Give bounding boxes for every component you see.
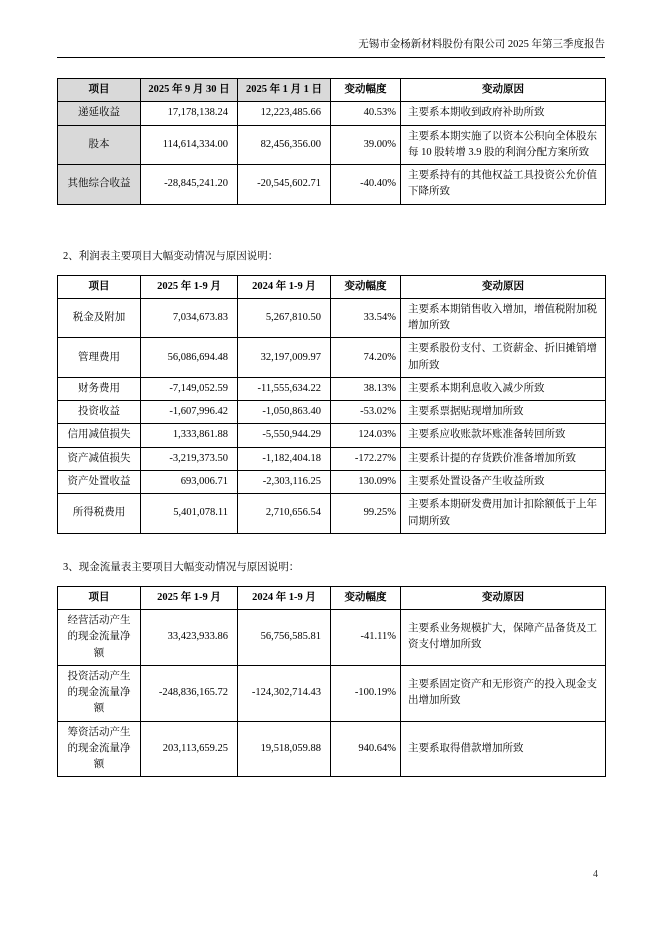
page-number: 4 [593, 869, 598, 880]
cell-value-prior: -1,050,863.40 [238, 401, 331, 424]
cell-change-pct: 99.25% [331, 494, 401, 534]
cell-value-prior: 56,756,585.81 [238, 610, 331, 666]
cell-value-prior: -11,555,634.22 [238, 377, 331, 400]
table-row [58, 401, 606, 424]
cell-item: 财务费用 [58, 377, 141, 400]
cell-change-pct: 33.54% [331, 298, 401, 338]
cell-value-prior: 32,197,009.97 [238, 338, 331, 378]
col-header-change-pct: 变动幅度 [331, 79, 401, 102]
col-header-item: 项目 [58, 79, 141, 102]
cell-change-reason: 主要系票据贴现增加所致 [401, 401, 606, 424]
table-row [58, 494, 606, 534]
cell-change-pct: 38.13% [331, 377, 401, 400]
table-row [58, 298, 606, 338]
table-header-row [58, 275, 606, 298]
cell-value-current: -3,219,373.50 [141, 447, 238, 470]
cell-item: 投资收益 [58, 401, 141, 424]
cell-item: 筹资活动产生的现金流量净额 [58, 721, 141, 777]
col-header-item: 项目 [58, 275, 141, 298]
cell-value-current: -28,845,241.20 [141, 165, 238, 205]
cell-change-reason: 主要系股份支付、工资薪金、折旧摊销增加所致 [401, 338, 606, 378]
col-header-item: 项目 [58, 586, 141, 609]
cell-change-pct: 40.53% [331, 102, 401, 125]
cell-change-reason: 主要系业务规模扩大，保障产品备货及工资支付增加所致 [401, 610, 606, 666]
table-row [58, 665, 606, 721]
cell-value-current: 1,333,861.88 [141, 424, 238, 447]
cell-value-prior: -5,550,944.29 [238, 424, 331, 447]
cell-item: 经营活动产生的现金流量净额 [58, 610, 141, 666]
cell-item: 资产减值损失 [58, 447, 141, 470]
cell-item: 信用减值损失 [58, 424, 141, 447]
cell-change-pct: 940.64% [331, 721, 401, 777]
cell-item: 资产处置收益 [58, 470, 141, 493]
col-header-period1: 2025 年 1-9 月 [141, 586, 238, 609]
table-row [58, 102, 606, 125]
cell-change-reason: 主要系应收账款坏账准备转回所致 [401, 424, 606, 447]
col-header-change-reason: 变动原因 [401, 586, 606, 609]
cell-change-reason: 主要系本期实施了以资本公积向全体股东每 10 股转增 3.9 股的利润分配方案所致 [401, 125, 606, 165]
table-row [58, 377, 606, 400]
cell-change-pct: -172.27% [331, 447, 401, 470]
cell-change-reason: 主要系本期收到政府补助所致 [401, 102, 606, 125]
col-header-change-pct: 变动幅度 [331, 586, 401, 609]
cell-value-current: -7,149,052.59 [141, 377, 238, 400]
cell-change-pct: 39.00% [331, 125, 401, 165]
cell-change-reason: 主要系本期研发费用加计扣除额低于上年同期所致 [401, 494, 606, 534]
col-header-change-pct: 变动幅度 [331, 275, 401, 298]
col-header-period2: 2024 年 1-9 月 [238, 586, 331, 609]
cell-value-current: 203,113,659.25 [141, 721, 238, 777]
cell-value-prior: 2,710,656.54 [238, 494, 331, 534]
balance-sheet-change-table [57, 78, 606, 205]
table-row [58, 447, 606, 470]
cell-value-current: 114,614,334.00 [141, 125, 238, 165]
cell-item: 所得税费用 [58, 494, 141, 534]
cell-change-pct: 130.09% [331, 470, 401, 493]
col-header-change-reason: 变动原因 [401, 79, 606, 102]
col-header-date1: 2025 年 9 月 30 日 [141, 79, 238, 102]
cell-value-prior: 5,267,810.50 [238, 298, 331, 338]
cell-change-reason: 主要系取得借款增加所致 [401, 721, 606, 777]
cell-change-reason: 主要系本期销售收入增加，增值税附加税增加所致 [401, 298, 606, 338]
cell-item: 投资活动产生的现金流量净额 [58, 665, 141, 721]
cell-value-current: 33,423,933.86 [141, 610, 238, 666]
cell-change-reason: 主要系本期利息收入减少所致 [401, 377, 606, 400]
cell-change-reason: 主要系固定资产和无形资产的投入现金支出增加所致 [401, 665, 606, 721]
cell-change-pct: 124.03% [331, 424, 401, 447]
cell-change-pct: -53.02% [331, 401, 401, 424]
table-row [58, 125, 606, 165]
cell-value-current: -248,836,165.72 [141, 665, 238, 721]
table-row [58, 721, 606, 777]
col-header-period1: 2025 年 1-9 月 [141, 275, 238, 298]
cell-value-prior: 82,456,356.00 [238, 125, 331, 165]
income-statement-change-table [57, 275, 606, 534]
cell-change-reason: 主要系计提的存货跌价准备增加所致 [401, 447, 606, 470]
table-row [58, 470, 606, 493]
profit-section-heading: 2、利润表主要项目大幅变动情况与原因说明： [63, 250, 279, 262]
cell-item: 管理费用 [58, 338, 141, 378]
cell-item: 股本 [58, 125, 141, 165]
cell-value-prior: -124,302,714.43 [238, 665, 331, 721]
cell-value-current: 5,401,078.11 [141, 494, 238, 534]
col-header-change-reason: 变动原因 [401, 275, 606, 298]
cell-value-current: 7,034,673.83 [141, 298, 238, 338]
table-row [58, 424, 606, 447]
cell-item: 税金及附加 [58, 298, 141, 338]
cell-change-pct: 74.20% [331, 338, 401, 378]
col-header-period2: 2024 年 1-9 月 [238, 275, 331, 298]
cell-change-pct: -41.11% [331, 610, 401, 666]
cell-value-prior: 19,518,059.88 [238, 721, 331, 777]
cell-value-prior: -20,545,602.71 [238, 165, 331, 205]
cell-change-pct: -40.40% [331, 165, 401, 205]
table-header-row [58, 586, 606, 609]
cell-change-reason: 主要系处置设备产生收益所致 [401, 470, 606, 493]
cell-value-current: -1,607,996.42 [141, 401, 238, 424]
report-title-header: 无锡市金杨新材料股份有限公司 2025 年第三季度报告 [57, 36, 605, 58]
table-row [58, 165, 606, 205]
cell-value-current: 693,006.71 [141, 470, 238, 493]
cashflow-change-table [57, 586, 606, 778]
cell-value-current: 17,178,138.24 [141, 102, 238, 125]
cell-item: 递延收益 [58, 102, 141, 125]
cell-item: 其他综合收益 [58, 165, 141, 205]
cell-value-prior: 12,223,485.66 [238, 102, 331, 125]
table-row [58, 338, 606, 378]
table-row [58, 610, 606, 666]
table-header-row [58, 79, 606, 102]
cell-value-prior: -2,303,116.25 [238, 470, 331, 493]
cell-change-reason: 主要系持有的其他权益工具投资公允价值下降所致 [401, 165, 606, 205]
cell-value-prior: -1,182,404.18 [238, 447, 331, 470]
cell-value-current: 56,086,694.48 [141, 338, 238, 378]
cell-change-pct: -100.19% [331, 665, 401, 721]
cashflow-section-heading: 3、现金流量表主要项目大幅变动情况与原因说明： [63, 561, 300, 573]
col-header-date2: 2025 年 1 月 1 日 [238, 79, 331, 102]
